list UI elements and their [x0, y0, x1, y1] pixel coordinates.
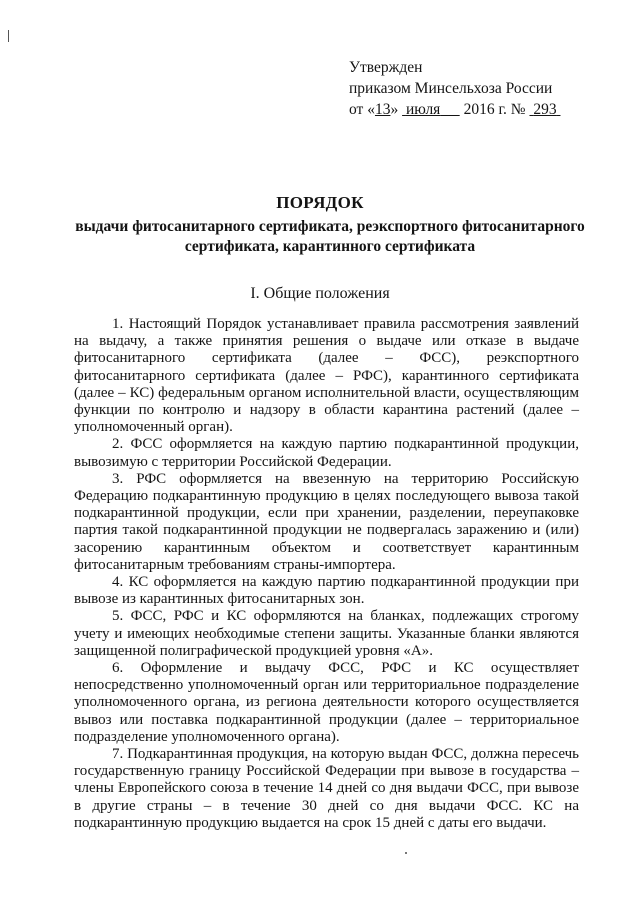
paragraph-2: 2. ФСС оформляется на каждую партию подкарантинной продукции, вывозимую с территории Российской Федерации.: [74, 436, 579, 470]
section-heading: I. Общие положения: [250, 285, 390, 302]
date-mid: »: [390, 101, 403, 118]
scan-dot: [405, 852, 407, 854]
approval-block: [349, 57, 609, 120]
date-day: 13: [374, 101, 391, 118]
approval-line-order: приказом Минсельхоза России: [349, 80, 553, 97]
paragraph-1: 1. Настоящий Порядок устанавливает правила рассмотрения заявлений на выдачу, а также принятия решения о выдаче или отказе в выдаче фитосанитарного сертификата (далее – ФСС), реэкспортного фитосанитарного сертификата (далее – РФС), карантинного сертификата (далее – КС) федеральным органом исполнительной власти, осуществляющим функции по контролю и надзору в области карантина растений (далее – уполномоченный орган).: [74, 316, 579, 436]
date-prefix: от «: [349, 101, 375, 118]
paragraph-6: 6. Оформление и выдачу ФСС, РФС и КС осуществляет непосредственно уполномоченный орган или территориальное подразделение уполномоченного органа, из региона деятельности которого осуществляется вывоз или поставка подкарантинной продукции (далее – территориальное подразделение уполномоченного органа).: [74, 660, 579, 745]
paragraph-7: 7. Подкарантинная продукция, на которую выдан ФСС, должна пересечь государственную границу Российской Федерации при вывозе в государства – члены Европейского союза в течение 14 дней со дня выдачи ФСС, при вывозе в другие страны – в течение 30 дней со дня выдачи ФСС. КС на подкарантинную продукцию выдается на срок 15 дней с даты его выдачи.: [74, 746, 579, 831]
paragraph-3: 3. РФС оформляется на ввезенную на территорию Российскую Федерацию подкарантинную продукцию в целях последующего вывоза такой подкарантинной продукции, если при хранении, разделении, переупаковке партия такой подкарантинной продукции не подвергалась заражению и (или) засорению карантинным объектом и соответствует карантинным фитосанитарным требованиям страны-импортера.: [74, 470, 579, 573]
order-number: 293: [533, 101, 557, 118]
document-body: [74, 316, 579, 832]
date-month: июля: [405, 101, 441, 118]
document-title: ПОРЯДОК: [276, 193, 364, 212]
paragraph-5: 5. ФСС, РФС и КС оформляются на бланках, подлежащих строгому учету и имеющих необходимые степени защиты. Указанные бланки являются защищенной полиграфической продукцией уровня «А».: [74, 608, 579, 659]
date-year: 2016 г. №: [463, 101, 526, 118]
approval-line-approved: Утвержден: [349, 59, 423, 76]
approval-line-date: [349, 99, 609, 120]
paragraph-4: 4. КС оформляется на каждую партию подкарантинной продукции при вывозе из карантинных фитосанитарных зон.: [74, 574, 579, 608]
edge-mark: [8, 30, 9, 42]
document-subtitle: выдачи фитосанитарного сертификата, реэкспортного фитосанитарного сертификата, карантинного сертификата: [75, 218, 585, 255]
